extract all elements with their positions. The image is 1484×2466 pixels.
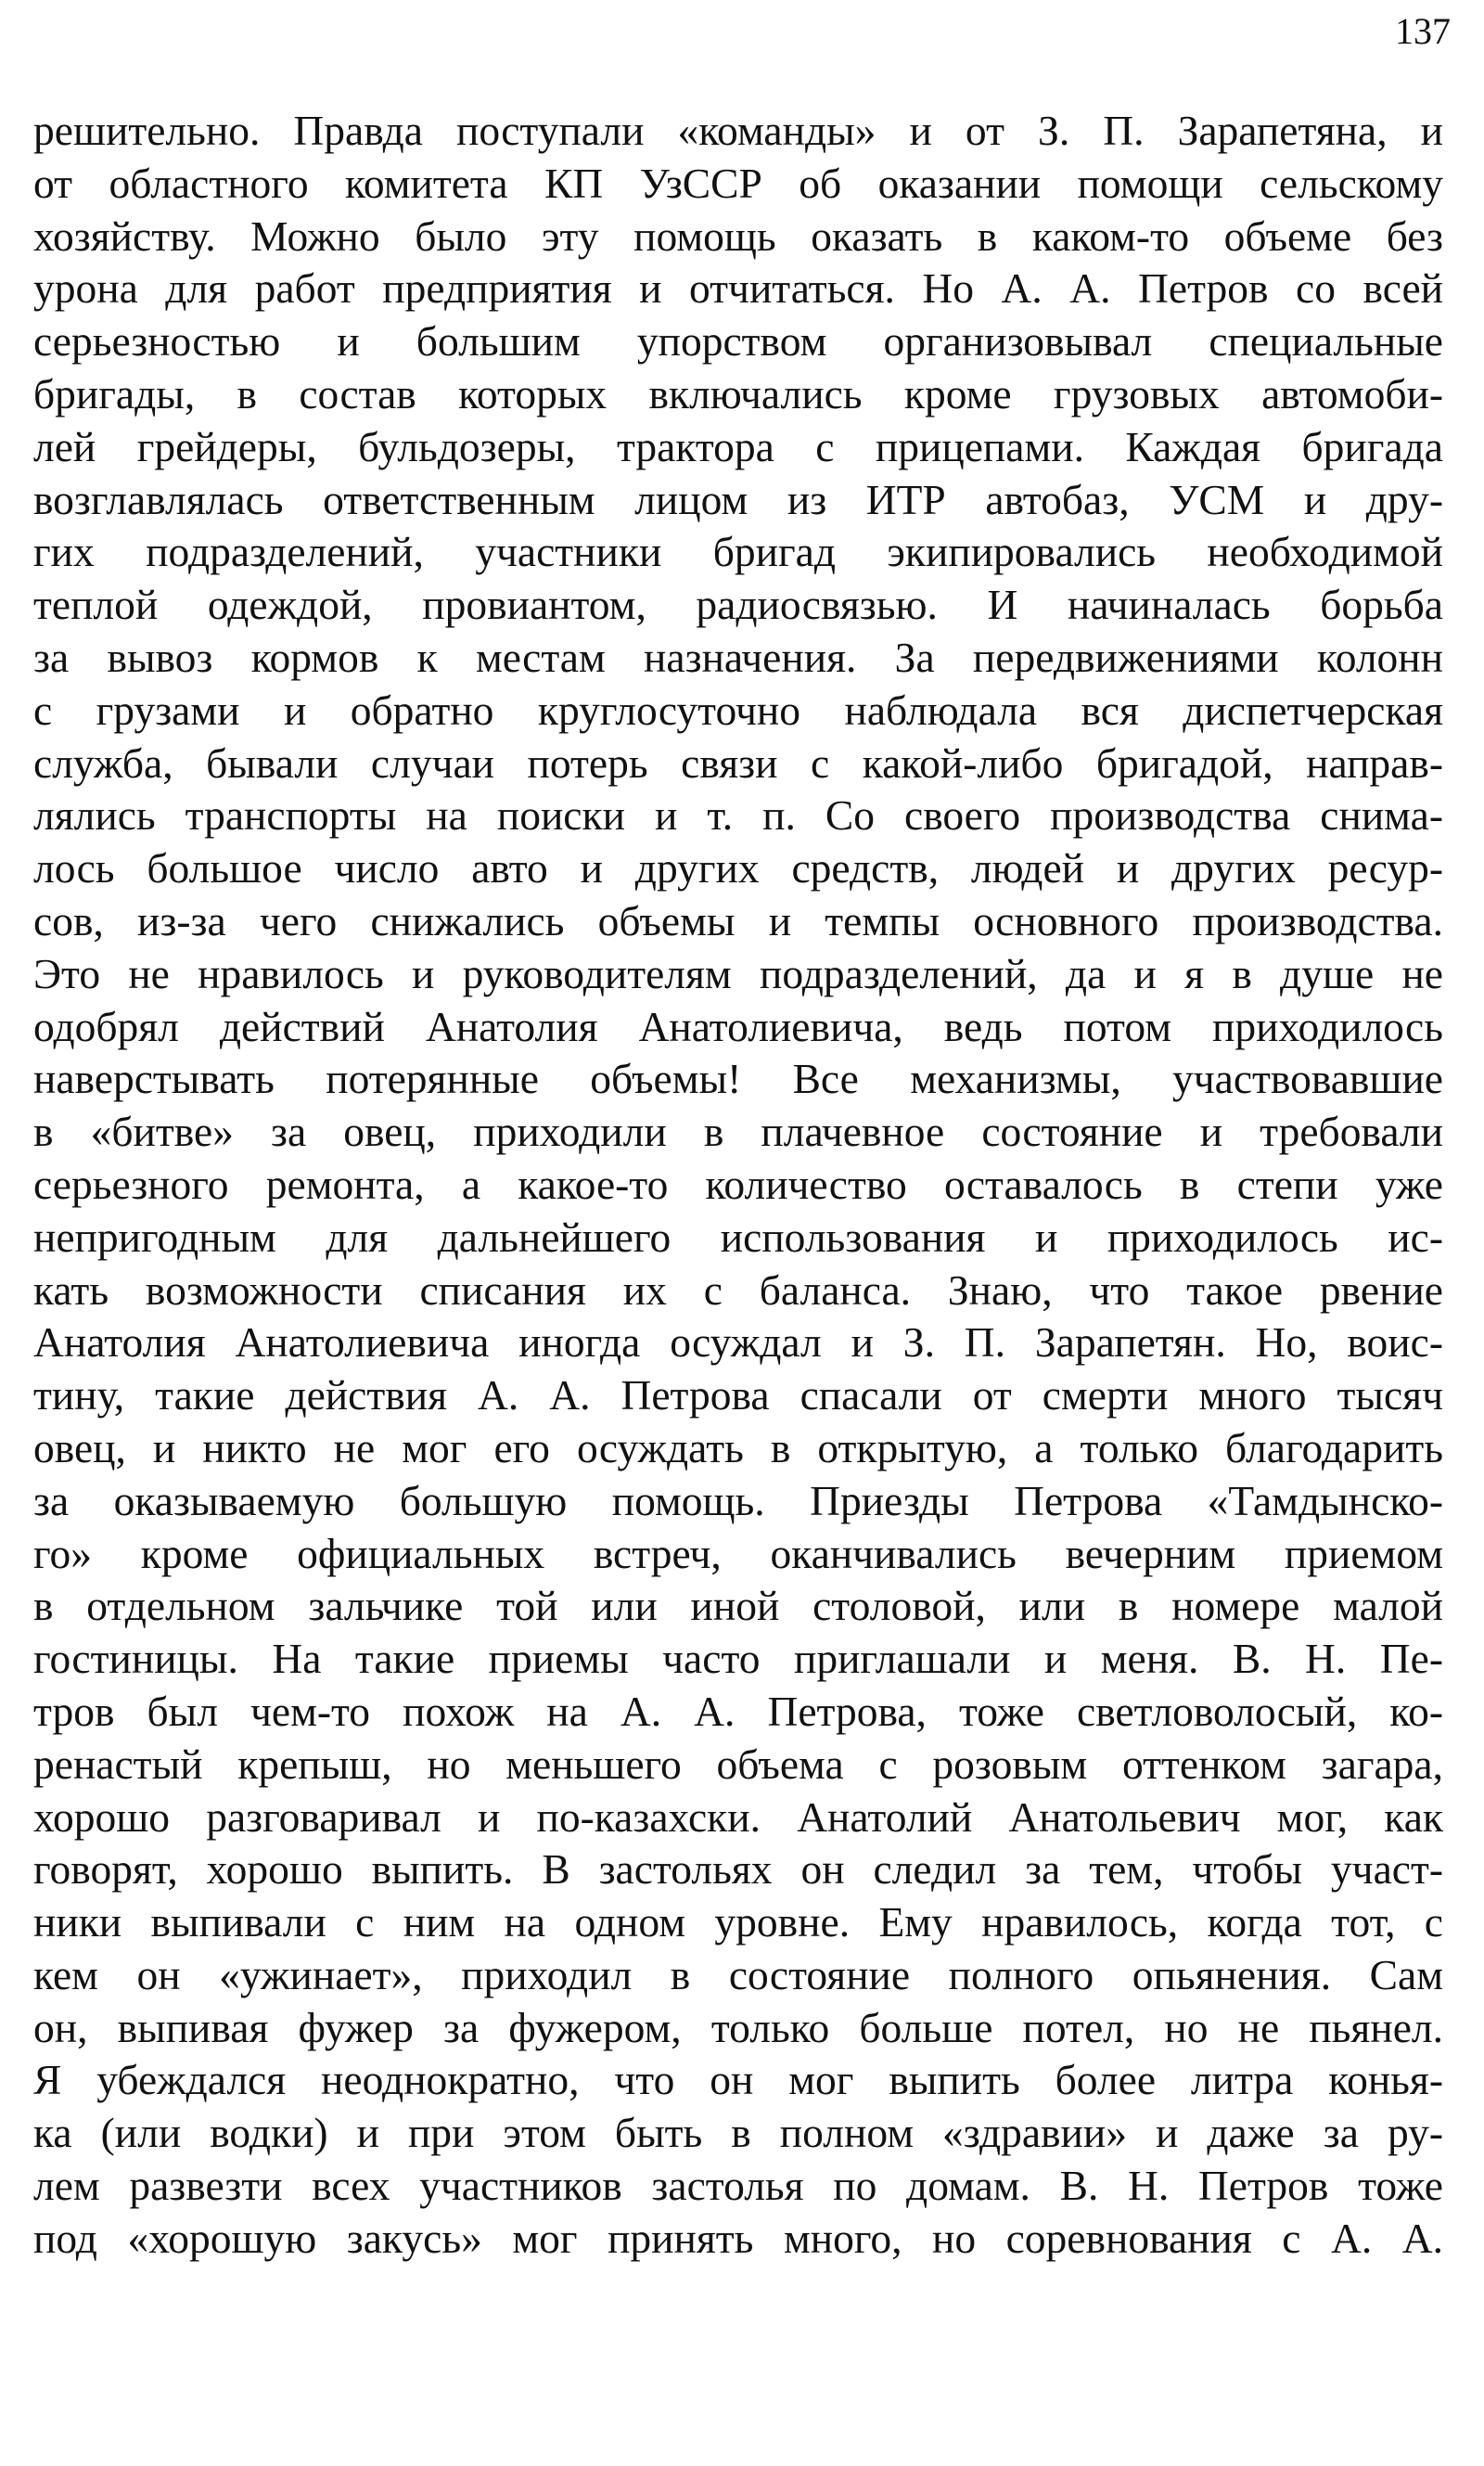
text-line: непригодным для дальнейшего использования и приходилось ис- xyxy=(33,1213,1443,1261)
text-line: за оказываемую большую помощь. Приезды Петрова «Тамдынско- xyxy=(33,1476,1443,1524)
text-line: овец, и никто не мог его осуждать в открытую, а только благодарить xyxy=(33,1423,1443,1471)
text-line: наверстывать потерянные объемы! Все механизмы, участвовавшие xyxy=(33,1055,1443,1103)
text-line: в «битве» за овец, приходили в плачевное состояние и требовали xyxy=(33,1108,1443,1156)
text-line: лей грейдеры, бульдозеры, трактора с прицепами. Каждая бригада xyxy=(33,422,1443,470)
text-line: за вывоз кормов к местам назначения. За передвижениями колонн xyxy=(33,633,1443,681)
text-line: он, выпивая фужер за фужером, только больше потел, но не пьянел. xyxy=(33,2003,1443,2051)
text-line: лялись транспорты на поиски и т. п. Со своего производства снима- xyxy=(33,791,1443,840)
text-line: гостиницы. На такие приемы часто приглашали и меня. В. Н. Пе- xyxy=(33,1635,1443,1683)
text-line: ники выпивали с ним на одном уровне. Ему нравилось, когда тот, с xyxy=(33,1898,1443,1946)
text-line: в отдельном зальчике той или иной столовой, или в номере малой xyxy=(33,1582,1443,1630)
text-line: гих подразделений, участники бригад экипировались необходимой xyxy=(33,528,1443,576)
text-line: тину, такие действия А. А. Петрова спасали от смерти много тысяч xyxy=(33,1371,1443,1419)
text-line: Анатолия Анатолиевича иногда осуждал и З. П. Зарапетян. Но, воис- xyxy=(33,1318,1443,1367)
text-line: Я убеждался неоднократно, что он мог выпить более литра конья- xyxy=(33,2056,1443,2104)
text-line: решительно. Правда поступали «команды» и от З. П. Зарапетяна, и xyxy=(33,107,1443,154)
text-line: го» кроме официальных встреч, оканчивались вечерним приемом xyxy=(33,1529,1443,1577)
page-number: 137 xyxy=(1395,10,1451,52)
text-line: теплой одеждой, провиантом, радиосвязью. И начиналась борьба xyxy=(33,581,1443,629)
text-line: одобрял действий Анатолия Анатолиевича, ведь потом приходилось xyxy=(33,1002,1443,1050)
text-line: лось большое число авто и других средств, людей и других ресур- xyxy=(33,844,1443,893)
text-line: лем развезти всех участников застолья по домам. В. Н. Петров тоже xyxy=(33,2162,1443,2210)
text-line: хозяйству. Можно было эту помощь оказать в каком-то объеме без xyxy=(33,212,1443,260)
text-line: Это не нравилось и руководителям подразделений, да и я в душе не xyxy=(33,949,1443,997)
text-line: ренастый крепыш, но меньшего объема с розовым оттенком загара, xyxy=(33,1740,1443,1788)
text-line: хорошо разговаривал и по-казахски. Анатолий Анатольевич мог, как xyxy=(33,1792,1443,1841)
text-line: серьезного ремонта, а какое-то количество оставалось в степи уже xyxy=(33,1160,1443,1208)
text-line: с грузами и обратно круглосуточно наблюдала вся диспетчерская xyxy=(33,686,1443,734)
text-line: под «хорошую закусь» мог принять много, но соревнования с А. А. xyxy=(33,2214,1443,2262)
text-line: говорят, хорошо выпить. В застольях он следил за тем, чтобы участ- xyxy=(33,1845,1443,1894)
text-line: урона для работ предприятия и отчитаться. Но А. А. Петров со всей xyxy=(33,264,1443,313)
text-line: серьезностью и большим упорством организовывал специальные xyxy=(33,317,1443,366)
text-line: кем он «ужинает», приходил в состояние полного опьянения. Сам xyxy=(33,1950,1443,1998)
body-text xyxy=(33,105,1443,2266)
text-line: тров был чем-то похож на А. А. Петрова, тоже светловолосый, ко- xyxy=(33,1687,1443,1735)
text-line: ка (или водки) и при этом быть в полном «здравии» и даже за ру- xyxy=(33,2109,1443,2157)
text-line: кать возможности списания их с баланса. Знаю, что такое рвение xyxy=(33,1265,1443,1314)
text-line: бригады, в состав которых включались кроме грузовых автомоби- xyxy=(33,369,1443,417)
text-line: служба, бывали случаи потерь связи с какой-либо бригадой, направ- xyxy=(33,739,1443,787)
text-line: от областного комитета КП УзССР об оказании помощи сельскому xyxy=(33,159,1443,207)
text-line: сов, из-за чего снижались объемы и темпы основного производства. xyxy=(33,896,1443,944)
text-line: возглавлялась ответственным лицом из ИТР автобаз, УСМ и дру- xyxy=(33,475,1443,523)
